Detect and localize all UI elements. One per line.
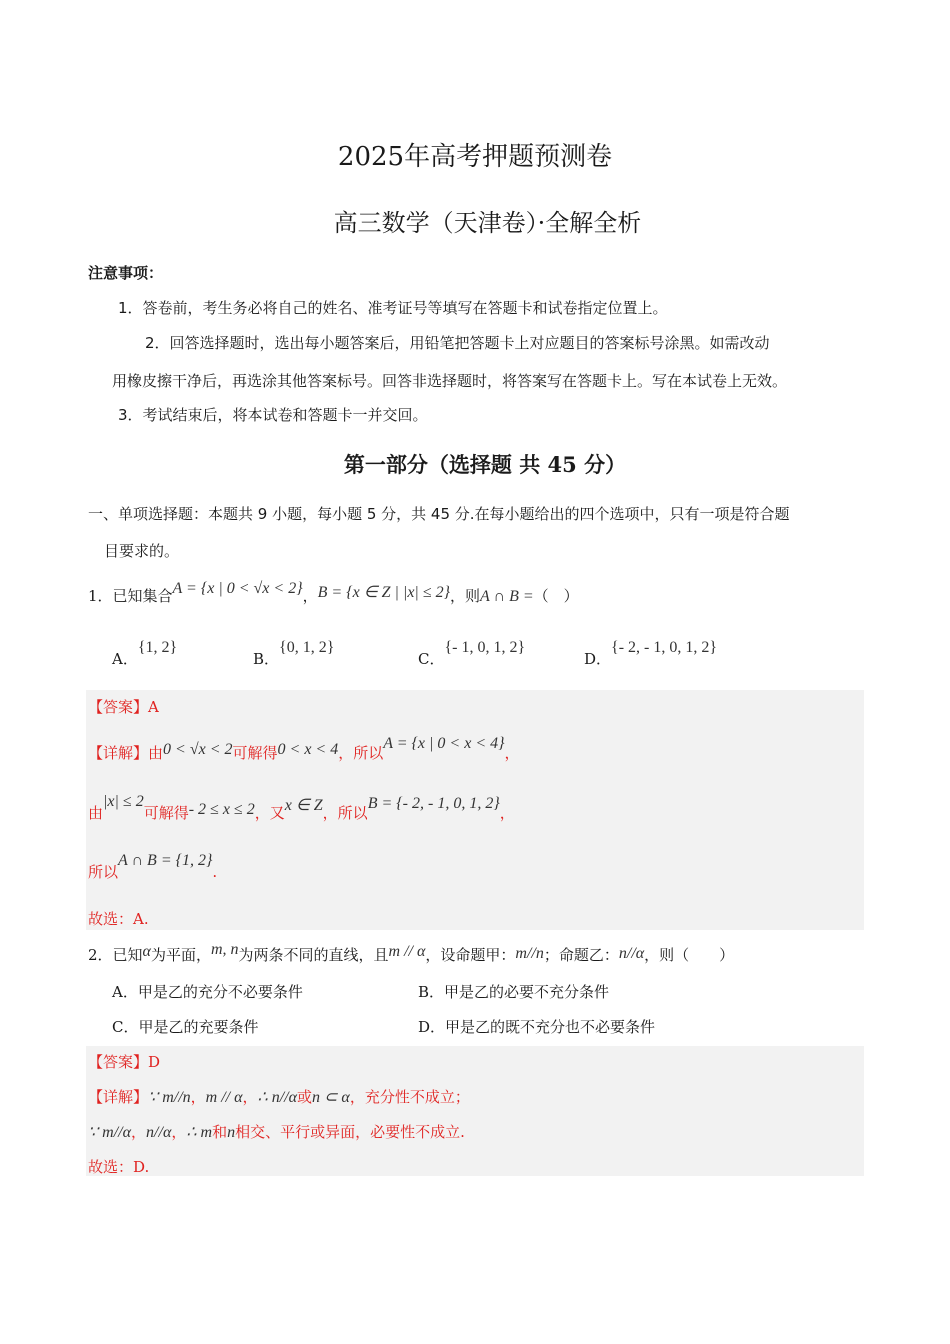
detail-text: ，充分性不成立； xyxy=(349,1088,470,1106)
detail-label: 【详解】 xyxy=(88,1088,149,1106)
math: α xyxy=(142,943,151,960)
detail-text: 可解得 xyxy=(232,744,278,762)
q2-option-a: A．甲是乙的充分不必要条件 xyxy=(112,983,303,1001)
q2-detail-line-1 xyxy=(88,1086,470,1107)
option-value: {0, 1, 2} xyxy=(279,639,335,656)
detail-text: ，又 xyxy=(254,804,285,822)
detail-label: 【详解】 xyxy=(88,744,149,762)
detail-text: 和 xyxy=(212,1123,228,1141)
q1-detail-line-2 xyxy=(88,793,515,823)
math: m//n xyxy=(515,945,544,962)
math: n xyxy=(227,1124,236,1141)
q2-text: 为平面， xyxy=(150,946,211,964)
question-2 xyxy=(88,941,735,965)
detail-text: 由 xyxy=(148,744,164,762)
q2-text: 为两条不同的直线，且 xyxy=(238,946,389,964)
math: ∴ n//α xyxy=(257,1089,297,1106)
q1-answer: 【答案】A xyxy=(88,698,159,716)
detail-text: . xyxy=(212,863,218,881)
section-intro-line-2: 目要求的。 xyxy=(104,542,180,560)
q2-detail-line-2 xyxy=(88,1121,465,1142)
option-label: B． xyxy=(253,650,280,668)
detail-text: ， xyxy=(499,804,515,822)
notice-item-1: 1．答卷前，考生务必将自己的姓名、准考证号等填写在答题卡和试卷指定位置上。 xyxy=(118,299,668,317)
math: m, n xyxy=(210,941,239,958)
math: x ∈ Z xyxy=(284,797,323,814)
detail-text: 由 xyxy=(88,804,104,822)
math: B = {- 2, - 1, 0, 1, 2} xyxy=(367,795,500,812)
detail-text: 可解得 xyxy=(143,804,189,822)
page-title: 2025年高考押题预测卷 xyxy=(337,142,613,172)
math: n//α xyxy=(146,1124,172,1141)
option-value: {1, 2} xyxy=(137,639,178,656)
q2-text: ；命题乙： xyxy=(543,946,619,964)
math: 0 < x < 4 xyxy=(277,741,339,758)
math: - 2 ≤ x ≤ 2 xyxy=(188,801,255,818)
option-value: {- 2, - 1, 0, 1, 2} xyxy=(611,639,718,656)
q2-conclusion: 故选：D. xyxy=(88,1158,150,1176)
notice-item-2-line-2: 用橡皮擦干净后，再选涂其他答案标号。回答非选择题时，将答案写在答题卡上。写在本试卷上无效。 xyxy=(112,372,788,390)
q2-answer-box xyxy=(86,1046,864,1176)
q1-comma: ， xyxy=(302,587,318,605)
detail-text: ， xyxy=(190,1088,206,1106)
q2-option-c: C．甲是乙的充要条件 xyxy=(112,1018,259,1036)
question-1 xyxy=(88,580,579,606)
detail-text: 相交、平行或异面，必要性不成立. xyxy=(235,1123,465,1141)
detail-text: ， xyxy=(242,1088,258,1106)
q2-option-b: B．甲是乙的必要不充分条件 xyxy=(418,983,610,1001)
section-intro-line-1: 一、单项选择题：本题共 9 小题，每小题 5 分，共 45 分.在每小题给出的四个选项中，只有一项是符合题 xyxy=(88,505,790,523)
part-heading: 第一部分（选择题 共 45 分） xyxy=(343,452,627,477)
detail-text: ，所以 xyxy=(338,744,384,762)
notice-item-3: 3．考试结束后，将本试卷和答题卡一并交回。 xyxy=(118,406,428,424)
q1-detail-line-3 xyxy=(88,852,218,882)
detail-text: ， xyxy=(171,1123,187,1141)
q2-option-d: D．甲是乙的既不充分也不必要条件 xyxy=(418,1018,656,1036)
option-value: {- 1, 0, 1, 2} xyxy=(444,639,526,656)
detail-text: 所以 xyxy=(88,863,119,881)
option-label: A． xyxy=(112,650,138,668)
q2-answer: 【答案】D xyxy=(88,1053,161,1071)
detail-text: ， xyxy=(504,744,520,762)
detail-text: 或 xyxy=(296,1088,312,1106)
q1-detail-line-1 xyxy=(88,735,520,763)
math: ∵ m//α xyxy=(88,1124,132,1141)
option-label: C． xyxy=(418,650,445,668)
notice-item-2-line-1: 2．回答选择题时，选出每小题答案后，用铅笔把答题卡上对应题目的答案标号涂黑。如需改动 xyxy=(145,334,770,352)
q1-expression: A ∩ B = xyxy=(480,588,534,605)
math: A = {x | 0 < x < 4} xyxy=(383,735,505,752)
math: n//α xyxy=(618,945,645,962)
q1-option-d xyxy=(584,639,718,669)
q2-text: ，则（ ） xyxy=(644,946,735,964)
q1-set-b: B = {x ∈ Z | |x| ≤ 2} xyxy=(317,584,451,601)
math: m // α xyxy=(388,943,426,960)
q1-option-c xyxy=(418,639,526,669)
q1-option-b xyxy=(253,639,335,669)
math: ∵ m//n xyxy=(148,1089,191,1106)
math: |x| ≤ 2 xyxy=(103,793,144,810)
q2-text: 2．已知 xyxy=(88,946,143,964)
q1-set-a: A = {x | 0 < √x < 2} xyxy=(172,580,303,597)
math: 0 < √x < 2 xyxy=(163,741,233,758)
notice-heading: 注意事项： xyxy=(88,264,164,282)
math: m // α xyxy=(205,1089,243,1106)
math: n ⊂ α xyxy=(312,1089,350,1106)
math: ∴ m xyxy=(186,1124,213,1141)
math: A ∩ B = {1, 2} xyxy=(118,852,213,869)
q1-suffix: ，则 xyxy=(450,587,481,605)
q1-option-a xyxy=(112,639,178,669)
option-label: D． xyxy=(584,650,612,668)
q1-prefix: 1．已知集合 xyxy=(88,587,173,605)
page-subtitle: 高三数学（天津卷）·全解全析 xyxy=(333,209,642,237)
q1-conclusion: 故选：A. xyxy=(88,910,149,928)
q2-text: ，设命题甲： xyxy=(425,946,516,964)
detail-text: ，所以 xyxy=(322,804,368,822)
q1-paren: （ ） xyxy=(533,587,579,605)
detail-text: ， xyxy=(131,1123,147,1141)
